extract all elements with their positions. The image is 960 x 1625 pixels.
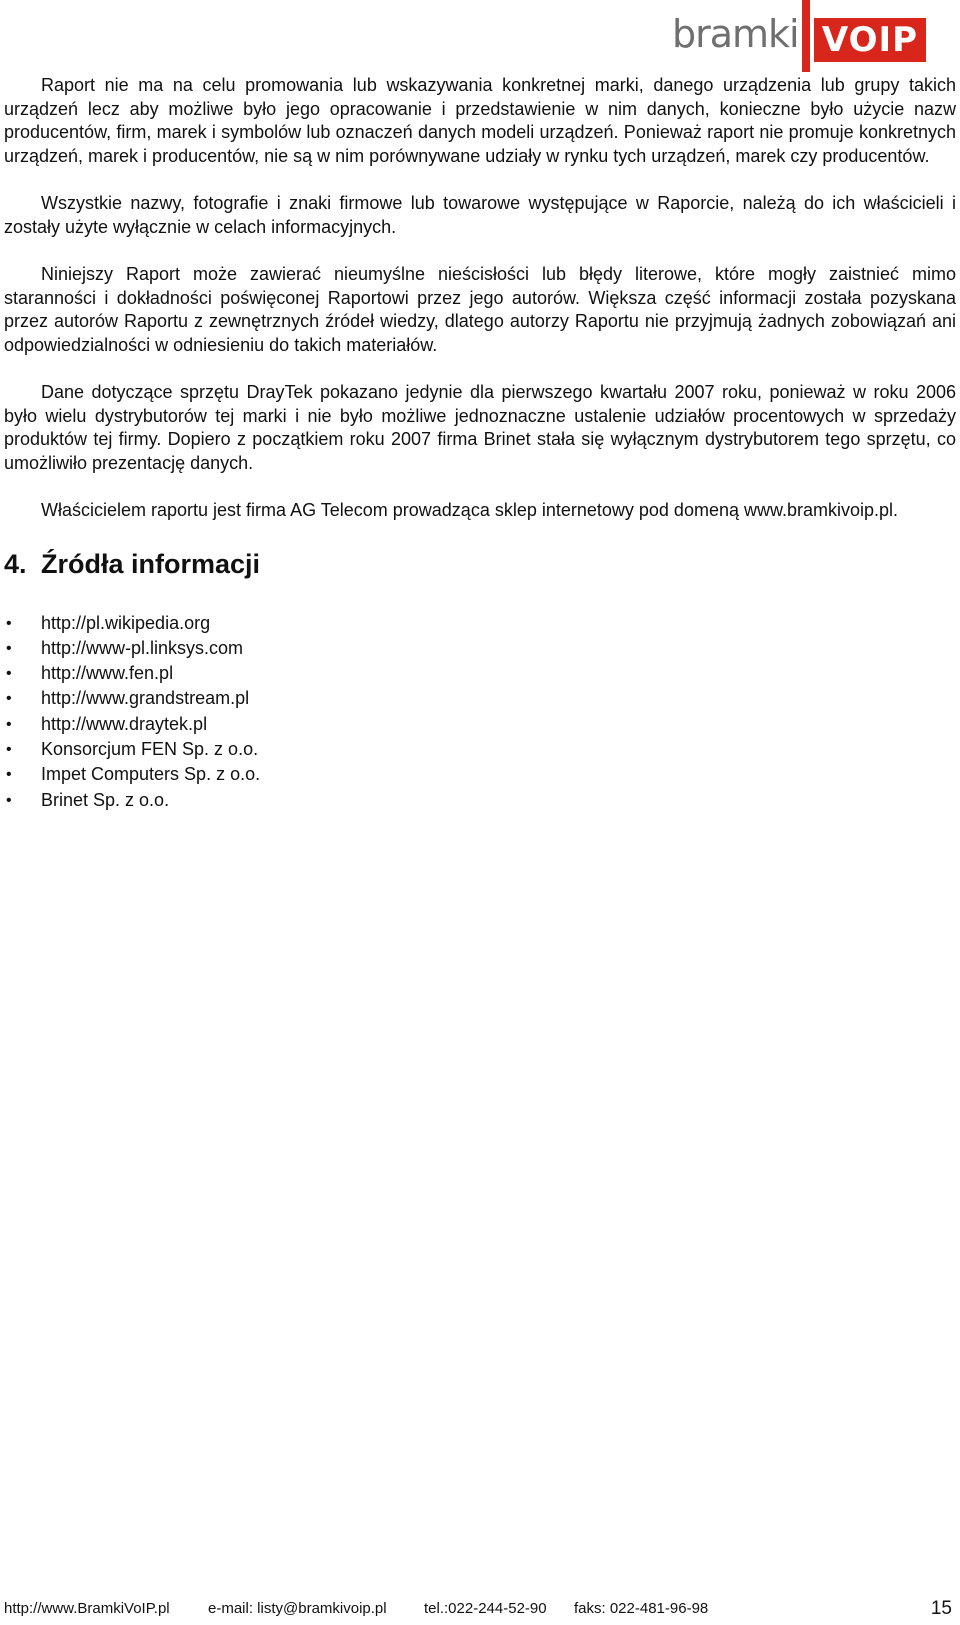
list-item [4, 737, 956, 762]
list-item [4, 788, 956, 813]
list-item [4, 611, 956, 636]
list-item [4, 686, 956, 711]
source-text: http://www.grandstream.pl [41, 688, 250, 709]
paragraph-disclaimer: Raport nie ma na celu promowania lub wskazywania konkretnej marki, danego urządzenia lub grupy takich urządzeń lecz aby możliwe było jego opracowanie i przedstawienie w nim danych, konieczne było użycie nazw producentów, firm, marek i symbolów lub oznaczeń danych modeli urządzeń. Ponieważ raport nie promuje konkretnych urządzeń, marek i producentów, nie są w nim porównywane udziały w rynku tych urządzeń, marek czy producentów. [4, 75, 956, 166]
section-title: Źródła informacji [41, 548, 261, 579]
paragraph-owner: Właścicielem raportu jest firma AG Telecom prowadząca sklep internetowy pod domeną www.bramkivoip.pl. [41, 500, 899, 520]
source-text: http://www.fen.pl [41, 663, 174, 684]
source-text: Impet Computers Sp. z o.o. [41, 764, 261, 785]
source-text: Konsorcjum FEN Sp. z o.o. [41, 738, 259, 759]
source-text: http://www-pl.linksys.com [41, 637, 244, 658]
source-text: http://pl.wikipedia.org [41, 612, 211, 633]
logo-text-bramki: bramki [672, 12, 799, 56]
bullet-icon: • [6, 639, 12, 657]
page-number: 15 [930, 1598, 952, 1619]
document-body [4, 74, 956, 813]
footer-email: e-mail: listy@bramkivoip.pl [208, 1600, 387, 1617]
sources-list [4, 611, 956, 813]
paragraph-trademarks: Wszystkie nazwy, fotografie i znaki firmowe lub towarowe występujące w Raporcie, należą do ich właścicieli i zostały użyte wyłącznie w celach informacyjnych. [4, 193, 956, 237]
logo-accent-bar [802, 0, 810, 72]
paragraph-draytek: Dane dotyczące sprzętu DrayTek pokazano jedynie dla pierwszego kwartału 2007 roku, ponieważ w roku 2006 było wielu dystrybutorów tej marki i nie było możliwe jednoznaczne ustalenie udziałów procentowych w sprzedaży produktów tej firmy. Dopiero z początkiem roku 2007 firma Brinet stała się wyłącznym dystrybutorem tego sprzętu, co umożliwiło prezentację danych. [4, 382, 956, 473]
source-text: http://www.draytek.pl [41, 713, 208, 734]
bullet-icon: • [6, 715, 12, 733]
list-item [4, 762, 956, 787]
page-footer [4, 1598, 956, 1624]
bullet-icon: • [6, 740, 12, 758]
list-item [4, 636, 956, 661]
source-text: Brinet Sp. z o.o. [41, 789, 170, 810]
footer-phone: tel.:022-244-52-90 [424, 1600, 547, 1617]
list-item [4, 712, 956, 737]
paragraph-errors: Niniejszy Raport może zawierać nieumyślne nieścisłości lub błędy literowe, które mogły zaistnieć mimo staranności i dokładności poświęconej Raportowi przez jego autorów. Większa część informacji została pozyskana przez autorów Raportu z zewnętrznych źródeł wiedzy, dlatego autorzy Raportu nie przyjmują żadnych zobowiązań ani odpowiedzialności w odniesieniu do takich materiałów. [4, 264, 956, 355]
footer-fax: faks: 022-481-96-98 [574, 1600, 709, 1617]
bullet-icon: • [6, 665, 12, 683]
logo-text-voip: VOIP [814, 18, 926, 62]
section-heading [4, 547, 956, 581]
bullet-icon: • [6, 791, 12, 809]
section-number: 4. [4, 548, 27, 579]
bullet-icon: • [6, 766, 12, 784]
bullet-icon: • [6, 690, 12, 708]
brand-logo [672, 0, 960, 72]
bullet-icon: • [6, 614, 12, 632]
list-item [4, 661, 956, 686]
footer-website: http://www.BramkiVoIP.pl [4, 1600, 170, 1617]
